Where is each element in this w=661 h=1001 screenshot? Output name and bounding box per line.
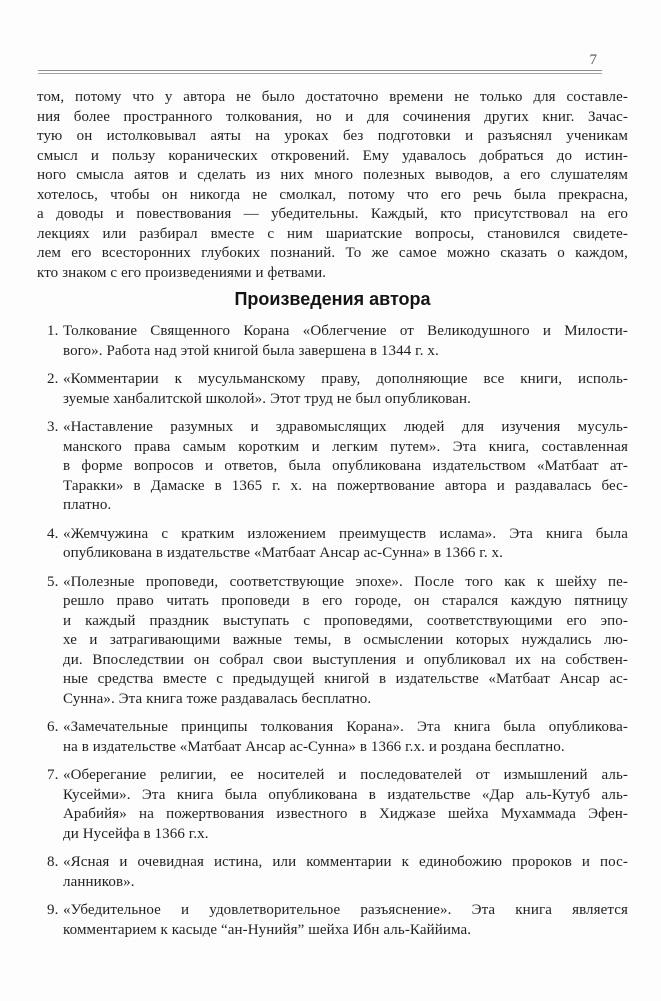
text-line: «Ясная и очевидная истина, или комментарии к единобожию пророков и пос- <box>63 854 628 870</box>
text-line: а доводы и повествования — убедительны. Каждый, кто присутствовал на его <box>37 206 628 222</box>
text-line: платно. <box>63 497 112 513</box>
text-line: «Жемчужина с кратким изложением преимуществ ислама». Эта книга была <box>63 525 628 542</box>
section-title: Произведения автора <box>234 289 431 309</box>
item-text <box>63 418 628 516</box>
item-text <box>63 573 628 710</box>
work-item <box>37 418 628 516</box>
text-line: ланников». <box>63 873 135 890</box>
text-line: ния более пространного толкования, но и для сочинения других книг. Зачас- <box>37 108 628 125</box>
item-text <box>63 853 628 892</box>
item-text <box>63 525 628 564</box>
text-line: манского права самым коротким и легким путем». Эта книга, составленная <box>63 438 628 455</box>
work-item <box>37 766 628 844</box>
item-text <box>63 766 628 844</box>
text-line: Таракки» в Дамаске в 1365 г. х. на пожертвование автора и раздавалась бес- <box>63 477 628 494</box>
header-rule <box>38 70 602 74</box>
item-text <box>63 370 628 409</box>
work-item <box>37 718 628 757</box>
item-number: 9. <box>47 902 59 918</box>
text-line: «Комментарии к мусульманскому праву, дополняющие все книги, исполь- <box>63 371 628 387</box>
work-item <box>37 322 628 361</box>
text-line: «Убедительное и удовлетворительное разъяснение». Эта книга является <box>63 902 628 918</box>
text-line: «Оберегание религии, ее носителей и последователей от измышлений аль- <box>63 767 628 783</box>
work-item <box>37 573 628 710</box>
text-line: решло право читать проповеди в его городе, он старался каждую пятницу <box>63 593 628 609</box>
work-item <box>37 853 628 892</box>
item-text <box>63 901 628 940</box>
text-line: Кусейми». Эта книга была опубликована в издательстве «Дар аль-Кутуб аль- <box>63 786 628 803</box>
text-line: Толкование Священного Корана «Облегчение от Великодушного и Милости- <box>63 323 628 339</box>
item-number: 6. <box>47 719 59 735</box>
item-number: 5. <box>47 573 59 590</box>
item-number: 8. <box>47 854 59 870</box>
item-number: 7. <box>47 767 59 783</box>
text-line: комментарием к касыде “ан-Нунийя” шейха Ибн аль-Каййима. <box>63 921 472 938</box>
text-line: и каждый праздник выступать с проповедями, соответствующими его эпо- <box>63 612 628 629</box>
work-item <box>37 901 628 940</box>
item-number: 3. <box>47 419 59 435</box>
text-line: лекциях или разбирал вместе с ним шариатские вопросы, становился свидете- <box>37 225 628 242</box>
works-list <box>37 322 628 949</box>
text-line: «Замечательные принципы толкования Корана». Эта книга была опубликова- <box>63 719 628 735</box>
text-line: «Полезные проповеди, соответствующие эпохе». После того как к шейху пе- <box>63 573 628 590</box>
item-number: 2. <box>47 371 59 387</box>
text-line: ди. Впоследствии он собрал свои выступления и опубликовал их на собствен- <box>63 651 628 668</box>
text-line: ные средства вместе с предыдущей книгой в издательстве «Матбаат Ансар ас- <box>63 671 628 687</box>
text-line: вого». Работа над этой книгой была завершена в 1344 г. х. <box>63 342 439 359</box>
text-line: «Наставление разумных и здравомыслящих людей для изучения мусуль- <box>63 419 628 435</box>
work-item <box>37 370 628 409</box>
text-line: Сунна». Эта книга тоже раздавалась бесплатно. <box>63 690 372 707</box>
text-line: хе и затрагивающими важные темы, в осмыслении которых нуждались лю- <box>63 632 628 648</box>
text-line: смысл и пользу коранических откровений. Ему удавалось добраться до истин- <box>37 147 628 164</box>
text-line: кто знаком с его произведениями и фетвами. <box>37 264 327 281</box>
text-line: том, потому что у автора не было достаточно времени не только для составле- <box>37 89 628 105</box>
text-line: в форме вопросов и ответов, была опубликована издательством «Матбаат ат- <box>63 458 628 474</box>
work-item <box>37 525 628 564</box>
text-line: Арабийя» на пожертвования известного в Хиджазе шейха Мухаммада Эфен- <box>63 806 628 822</box>
text-line: на в издательстве «Матбаат Ансар ас-Сунна» в 1366 г.х. и роздана бесплатно. <box>63 738 565 755</box>
text-line: опубликована в издательстве «Матбаат Ансар ас-Сунна» в 1366 г. х. <box>63 545 504 561</box>
text-line: зуемые ханбалитской школой». Этот труд не был опубликован. <box>63 390 472 407</box>
item-number: 4. <box>47 525 59 542</box>
item-text <box>63 718 628 757</box>
item-number: 1. <box>47 323 59 339</box>
page-number: 7 <box>589 52 597 68</box>
text-line: ди Нусейфа в 1366 г.х. <box>63 825 209 842</box>
text-line: лем его всесторонних глубоких познаний. То же самое можно сказать о каждом, <box>37 245 628 261</box>
intro-paragraph <box>37 88 628 283</box>
item-text <box>63 322 628 361</box>
text-line: хотелось, чтобы он никогда не смолкал, потому что его речь была прекрасна, <box>37 186 628 203</box>
text-line: тую он истолковывал аяты на уроках без подготовки и разъяснял ученикам <box>37 128 628 144</box>
text-line: ного смысла аятов и сделать из них много полезных выводов, а его слушателям <box>37 167 628 183</box>
